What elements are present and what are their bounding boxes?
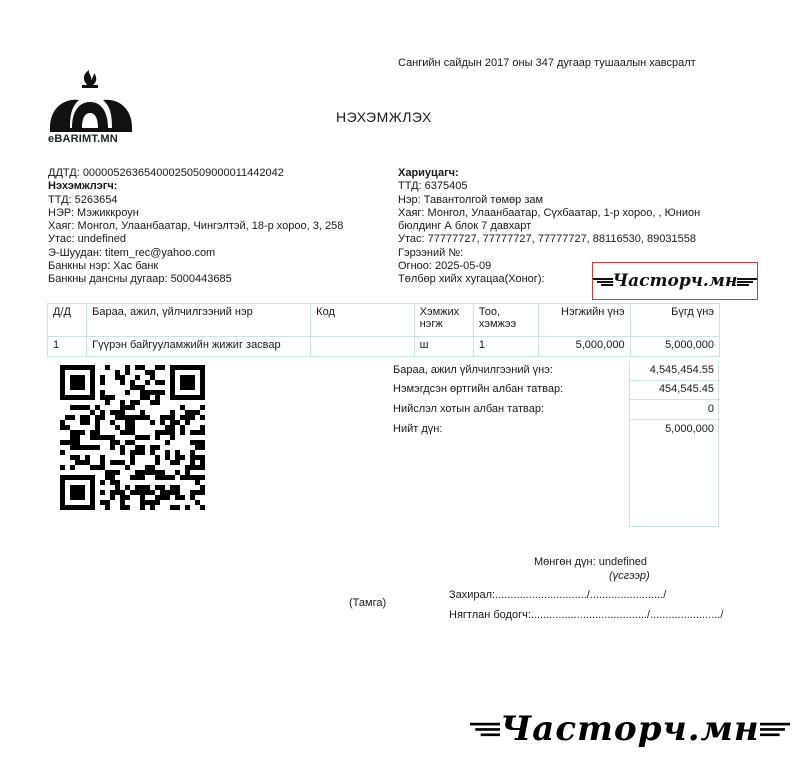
- recipient-address-1: Хаяг: Монгол, Улаанбаатар, Сүхбаатар, 1-р хороо, , Юнион: [398, 206, 701, 219]
- col-header-no: Д/Д: [48, 304, 87, 337]
- accountant-signature-line: Нягтлан бодогч:....................................../......................./: [449, 609, 724, 621]
- issuer-address: Хаяг: Монгол, Улаанбаатар, Чингэлтэй, 18-р хороо, 3, 258: [48, 220, 344, 233]
- wing-right-icon: [737, 276, 757, 286]
- col-header-unit-line1: Хэмжих: [419, 306, 460, 318]
- cell-code: [311, 337, 414, 357]
- summary-city-tax-label: Нийслэл хотын албан татвар:: [393, 403, 544, 415]
- recipient-contract: Гэрээний №:: [398, 246, 464, 259]
- issuer-email: Э-Шуудан: titem_rec@yahoo.com: [48, 246, 216, 259]
- summary-vat-label: Нэмэгдсэн өртгийн албан татвар:: [393, 383, 564, 395]
- col-header-unit-line2: нэгж: [419, 318, 443, 330]
- recipient-name: Нэр: Тавантолгой төмөр зам: [398, 193, 544, 206]
- table-header-row: [48, 304, 720, 337]
- watermark-stamp-text: Часторч.мн: [612, 271, 738, 291]
- wing-left-icon: [593, 276, 613, 286]
- issuer-ttd: ТТД: 5263654: [48, 193, 118, 206]
- col-header-unit-price: Нэгжийн үнэ: [539, 304, 630, 337]
- summary-goods-value: 4,545,454.55: [649, 364, 714, 376]
- amount-in-words-note: (үсгээр): [609, 570, 650, 582]
- recipient-heading: Хариуцагч:: [398, 167, 459, 179]
- director-signature-line: Захирал:............................../......................../: [449, 589, 667, 601]
- issuer-bank: Банкны нэр: Хас банк: [48, 260, 159, 273]
- ddtd-number: ДДТД: 000005263654000250509000011442042: [48, 167, 284, 179]
- issuer-heading: Нэхэмжлэгч:: [48, 180, 118, 193]
- recipient-address-2: бюлдинг А блок 7 давхарт: [398, 220, 532, 233]
- recipient-pay-term: Төлбөр хийх хугацаа(Хоног):: [398, 273, 545, 286]
- qr-code: [60, 365, 210, 520]
- summary-divider: [629, 419, 720, 420]
- col-header-code: Код: [311, 304, 414, 337]
- issuer-name: НЭР: Мэжиккроун: [48, 206, 139, 219]
- amount-in-words: Мөнгөн дүн: undefined: [534, 556, 648, 568]
- cell-name: Гүүрэн байгууламжийн жижиг засвар: [87, 337, 311, 357]
- cell-unit-price: 5,000,000: [539, 337, 630, 357]
- recipient-ttd: ТТД: 6375405: [398, 180, 468, 193]
- watermark-text: Часторч.мн: [500, 709, 760, 749]
- col-header-total: Бүгд үнэ: [630, 304, 719, 337]
- seal-label: (Тамга): [349, 597, 387, 609]
- col-header-qty-line1: Тоо,: [478, 306, 501, 318]
- cell-unit: ш: [414, 337, 473, 357]
- issuer-phone: Утас: undefined: [48, 233, 126, 246]
- document-title: НЭХЭМЖЛЭХ: [336, 109, 432, 125]
- logo-text: eBARIMT.MN: [48, 133, 118, 145]
- col-header-qty: [473, 304, 538, 337]
- cell-no: 1: [48, 337, 87, 357]
- summary-total-value: 5,000,000: [665, 423, 714, 435]
- col-header-name: Бараа, ажил, үйлчилгээний нэр: [87, 304, 311, 337]
- summary-total-label: Нийт дүн:: [393, 423, 443, 435]
- summary-divider: [629, 399, 720, 400]
- watermark-stamp-small: [592, 262, 758, 300]
- table-row: [48, 337, 720, 357]
- summary-goods-label: Бараа, ажил үйлчилгээний үнэ:: [393, 364, 553, 376]
- issuer-block: [48, 167, 343, 287]
- summary-city-tax-value: 0: [707, 403, 714, 415]
- wing-right-icon: [760, 719, 790, 739]
- header-note: Сангийн сайдын 2017 оны 347 дугаар тушаалын хавсралт: [398, 57, 696, 69]
- cell-qty: 1: [473, 337, 538, 357]
- recipient-phone: Утас: 77777727, 77777727, 77777727, 88116530, 89031558: [398, 233, 696, 246]
- watermark-large: [470, 706, 790, 752]
- col-header-qty-line2: хэмжээ: [478, 318, 517, 330]
- recipient-date: Огноо: 2025-05-09: [398, 260, 492, 273]
- summary-vat-value: 454,545.45: [658, 383, 714, 395]
- cell-total: 5,000,000: [630, 337, 719, 357]
- ebarimt-logo-icon: [46, 70, 136, 134]
- items-table: [47, 303, 720, 357]
- summary-divider: [629, 380, 720, 381]
- col-header-unit: [414, 304, 473, 337]
- qr-code-icon: [60, 365, 210, 520]
- wing-left-icon: [470, 719, 500, 739]
- issuer-account: Банкны дансны дугаар: 5000443685: [48, 273, 232, 286]
